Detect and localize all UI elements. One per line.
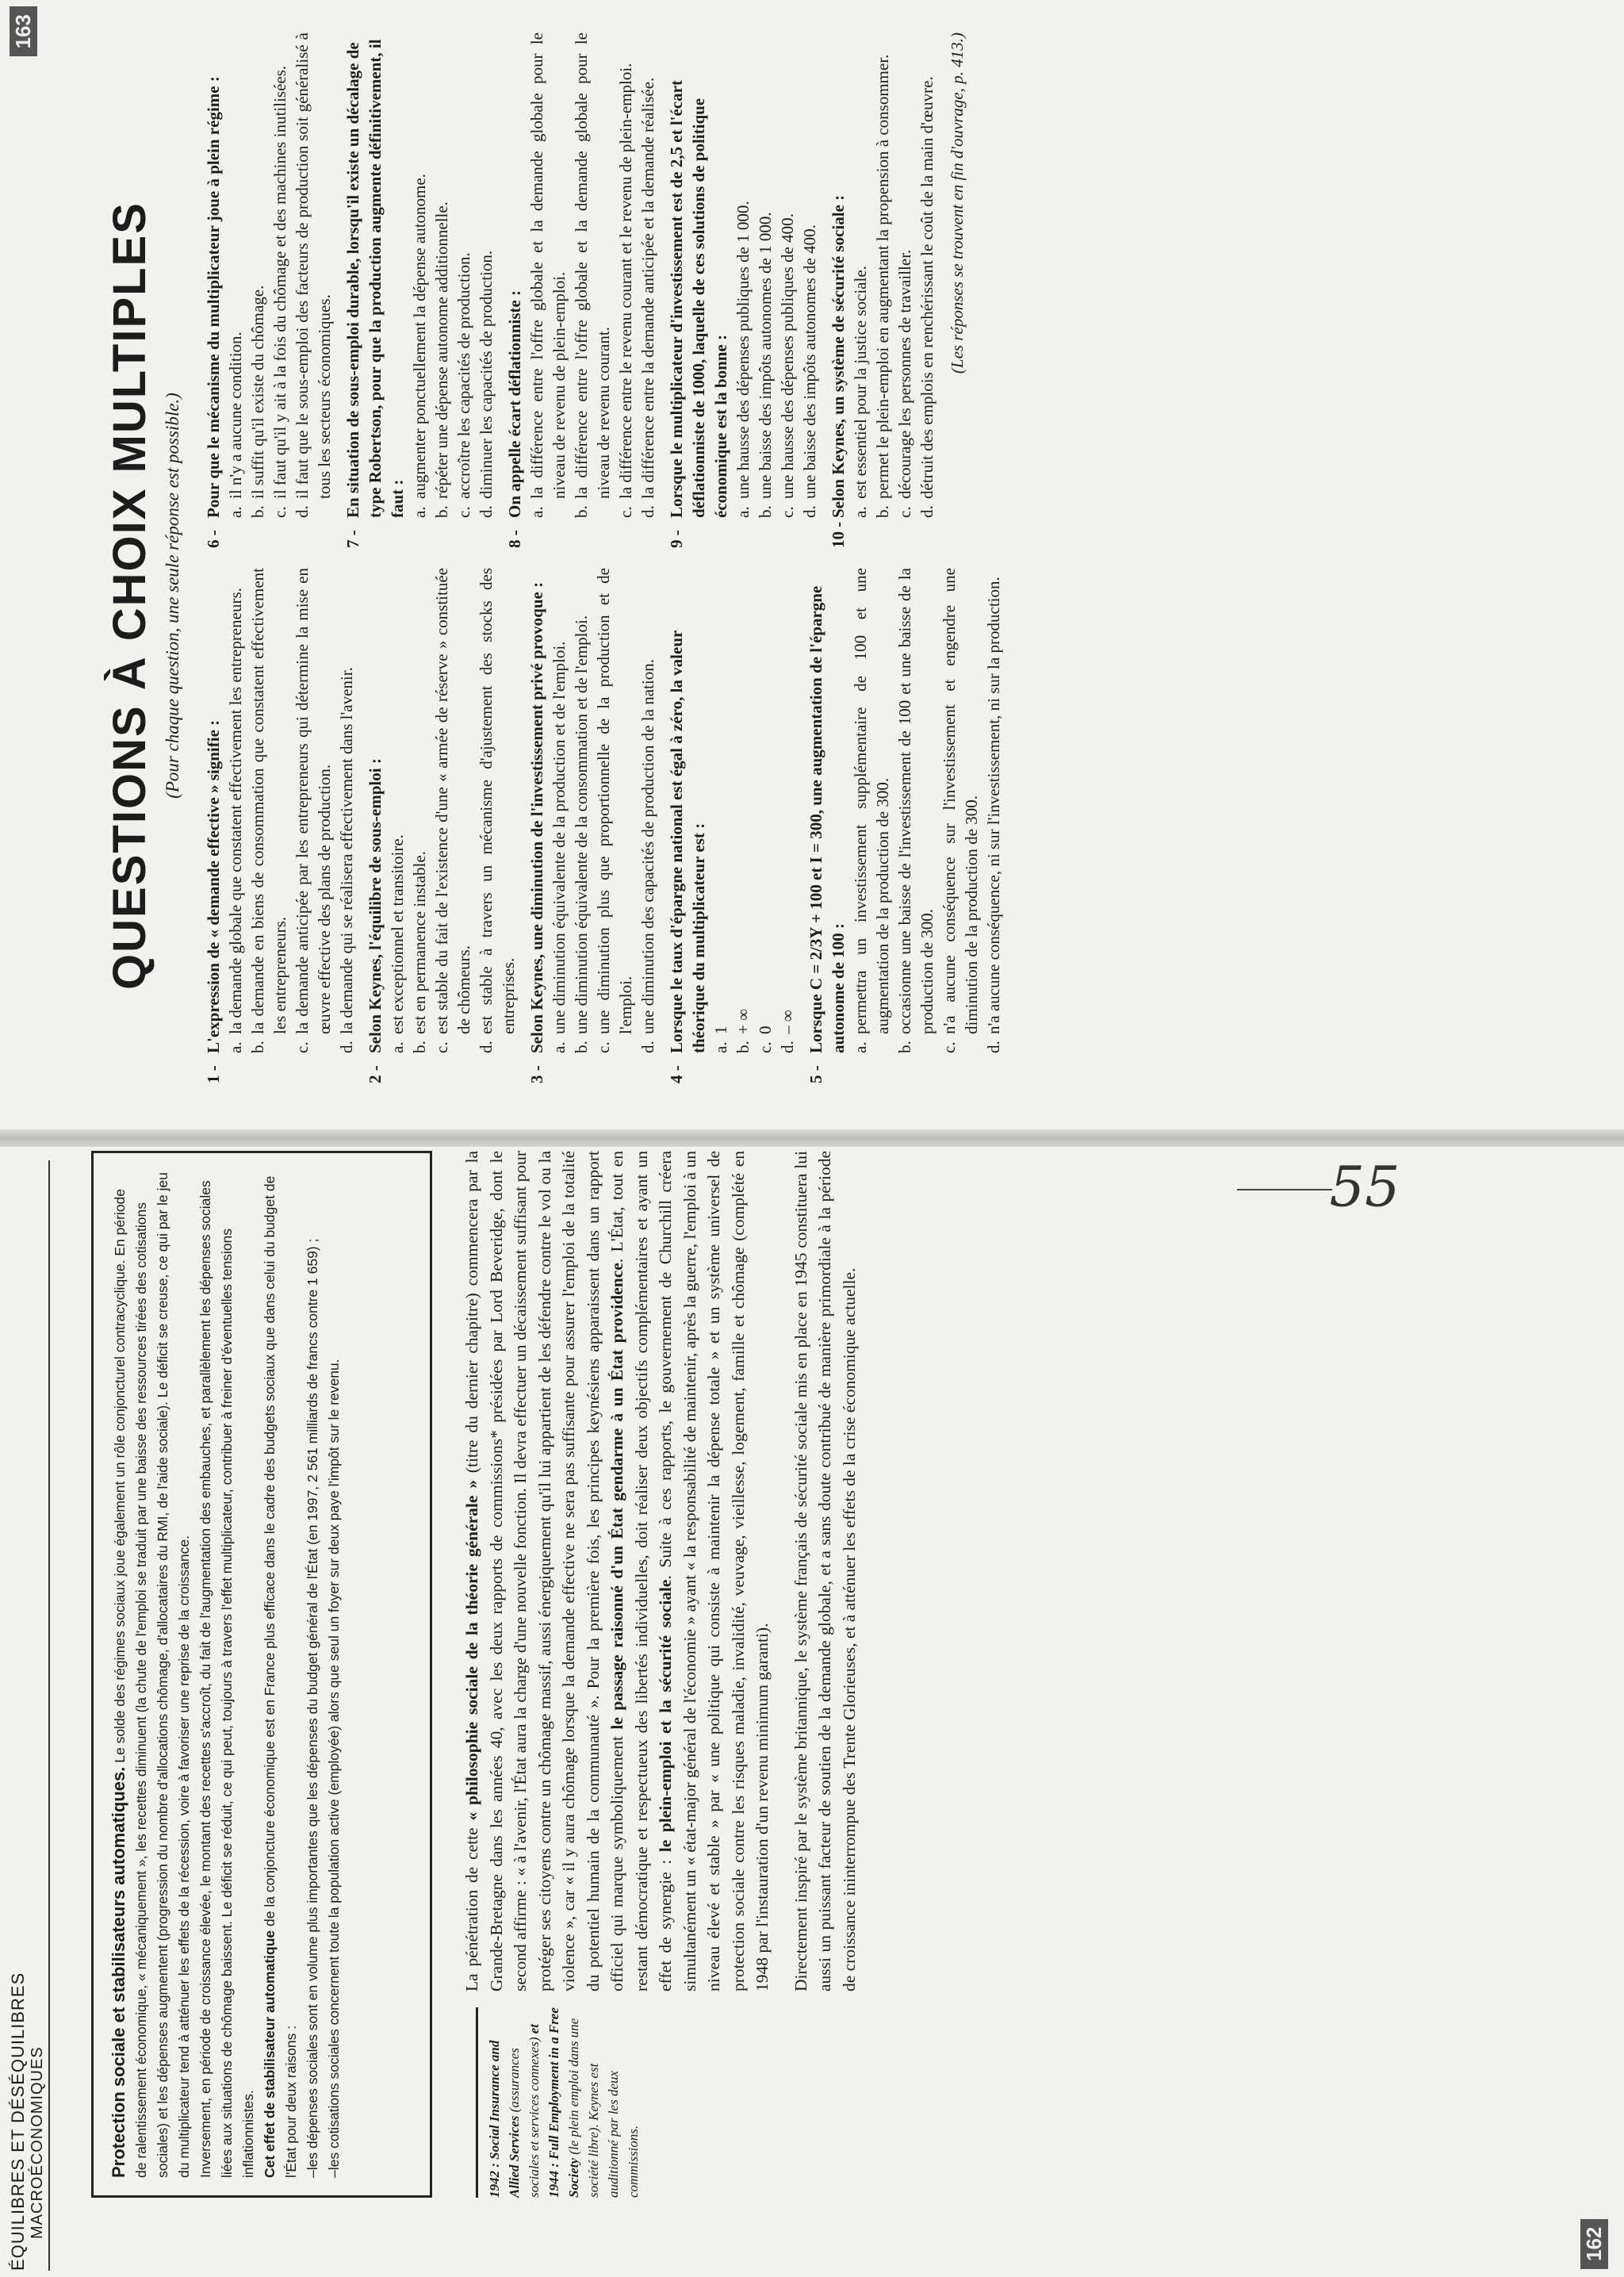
option-text: il n'y a aucune condition.	[226, 332, 245, 499]
option-text: est stable du fait de l'existence d'une « armée de réserve » constituée de chômeurs.	[432, 568, 473, 1034]
body-paragraph-2: Directement inspiré par le système britannique, le système français de sécurité sociale mis en place en 1945 constituera lui aussi un puissant facteur de soutien de la demande globale, et a sans doute contribué de manière primordiale à la période de croissance ininterrompue des Trente Glorieuses, et à atténuer les effets de la crise économique actuelle.	[791, 1151, 859, 1991]
body-bold-span: le passage raisonné d'un État gendarme à un État providence	[607, 1263, 626, 1730]
box-paragraph-5: –les cotisations sociales concernent toute la population active (employée) alors que seul un foyer sur deux paye l'impôt sur le revenu.	[326, 1359, 342, 2178]
option-letter: c.	[594, 1041, 613, 1053]
option-text: la différence entre l'offre globale et la demande globale pour le niveau de revenu de plein-emploi.	[527, 33, 569, 499]
option-letter: c.	[432, 1041, 451, 1053]
page-number-right: 163	[10, 6, 37, 56]
questions-column-2	[202, 33, 968, 548]
option-text: augmenter ponctuellement la dépense autonome.	[410, 174, 429, 499]
question-stem	[202, 33, 224, 548]
question-text: Selon Keynes, l'équilibre de sous-emploi :	[366, 758, 385, 1053]
option-letter: a.	[388, 1041, 407, 1053]
answer-option	[637, 568, 659, 1083]
option-letter: b.	[572, 1041, 591, 1053]
answer-option	[570, 33, 615, 548]
option-text: – ∞	[778, 1010, 797, 1034]
question-item	[827, 33, 938, 548]
question-number: 2 -	[366, 1065, 385, 1083]
option-letter: d.	[638, 505, 657, 518]
body-bold-span: le plein-emploi et la sécurité sociale	[656, 1579, 675, 1853]
answer-option	[849, 568, 894, 1083]
option-letter: d.	[477, 505, 496, 518]
option-text: la demande qui se réalisera effectivement dans l'avenir.	[337, 667, 356, 1034]
question-item	[805, 568, 1005, 1083]
question-item	[665, 568, 799, 1083]
answer-option	[754, 568, 776, 1083]
margin-note	[476, 2007, 643, 2198]
question-text: Lorsque le taux d'épargne national est égal à zéro, la valeur théorique du multiplicateur est :	[667, 631, 708, 1053]
sidebar-box	[91, 1151, 432, 2198]
option-letter: d.	[984, 1041, 1003, 1053]
option-letter: c.	[293, 1041, 312, 1053]
running-head-line1: ÉQUILIBRES ET DÉSÉQUILIBRES	[8, 1972, 28, 2271]
option-letter: a.	[851, 1041, 870, 1053]
option-letter: c.	[940, 1041, 959, 1053]
option-text: une diminution équivalente de la consommation et de l'emploi.	[572, 615, 591, 1034]
question-number: 5 -	[806, 1065, 825, 1083]
option-letter: c.	[616, 506, 635, 518]
answer-option	[408, 33, 431, 548]
answer-option	[776, 33, 799, 548]
page-number-left: 162	[1580, 2219, 1608, 2269]
question-stem	[202, 568, 224, 1083]
answer-option	[871, 33, 894, 548]
question-stem	[665, 33, 732, 548]
question-item	[526, 568, 659, 1083]
question-text: Lorsque le multiplicateur d'investissement est de 2,5 et l'écart déflationniste de 1000, laquelle de ces solutions de politique économique est la bonne :	[667, 80, 730, 518]
option-letter: b.	[733, 1041, 753, 1053]
question-number: 6 -	[204, 530, 223, 548]
option-letter: a.	[410, 506, 429, 518]
box-paragraph-3-bold: Cet effet de stabilisateur automatique	[262, 1930, 278, 2178]
question-number: 4 -	[667, 1065, 686, 1083]
answer-option	[799, 33, 821, 548]
question-stem	[827, 33, 849, 548]
option-text: 1	[711, 1025, 730, 1034]
page-subtitle: (Pour chaque question, une seule réponse est possible.)	[163, 393, 182, 799]
question-item	[665, 33, 821, 548]
answer-option	[849, 33, 871, 548]
answer-option	[732, 568, 754, 1083]
question-stem	[526, 568, 548, 1083]
option-letter: a.	[851, 506, 870, 518]
question-item	[342, 33, 497, 548]
box-paragraph-3: de la conjoncture économique est en France plus efficace dans le cadre des budgets sociaux que dans celui du budget de l'État pour deux raisons :	[262, 1175, 299, 2178]
answer-option	[291, 568, 335, 1083]
answer-option	[291, 33, 335, 548]
question-text: L'expression de « demande effective » signifie :	[204, 719, 223, 1053]
question-item	[504, 33, 659, 548]
page-title: QUESTIONS À CHOIX MULTIPLES	[104, 201, 155, 990]
question-number: 7 -	[343, 530, 362, 548]
question-stem	[805, 568, 849, 1083]
option-text: la demande en biens de consommation que constatent effectivement les entrepreneurs.	[248, 568, 289, 1034]
question-stem	[504, 33, 526, 548]
answer-option	[592, 568, 637, 1083]
option-text: une baisse des impôts autonomes de 400.	[800, 224, 819, 499]
option-letter: d.	[800, 505, 819, 518]
answer-option	[776, 568, 799, 1083]
option-letter: b.	[248, 505, 267, 518]
option-text: répéter une dépense autonome additionnelle.	[432, 201, 451, 499]
handwritten-page-note: 55	[1329, 1154, 1400, 1220]
option-letter: b.	[873, 505, 892, 518]
option-letter: d.	[778, 1041, 797, 1053]
option-letter: d.	[917, 505, 936, 518]
body-text-span: . Suite à ces rapports, le gouvernement de Churchill créera simultanément un « état-major général de l'économie » ayant « la responsabilité de maintenir, après la guerre, l'emploi à un niveau élevé et stable » par « une politique qui consiste à maintenir la dépense totale » et un système universel de protection sociale contre les risques maladie, invalidité, veuvage, vieillesse, logement, famille et chômage (complété en 1948 par l'instauration d'un revenu minimum garanti).	[656, 1150, 772, 1991]
question-number: 1 -	[204, 1065, 223, 1083]
answer-option	[637, 33, 659, 548]
question-text: Pour que le mécanisme du multiplicateur joue à plein régime :	[204, 76, 223, 518]
option-letter: b.	[756, 505, 775, 518]
answer-option	[916, 33, 938, 548]
question-number: 9 -	[667, 530, 686, 548]
answer-option	[431, 568, 475, 1083]
option-letter: a.	[711, 1041, 730, 1053]
option-letter: b.	[410, 1041, 429, 1053]
answer-option	[224, 568, 247, 1083]
answer-option	[894, 33, 916, 548]
margin-note-bold-2: et 1944 : Full Employment in a Free Society	[527, 2007, 581, 2198]
question-stem	[364, 568, 386, 1083]
option-text: la différence entre la demande anticipée et la demande réalisée.	[638, 77, 657, 499]
option-letter: c.	[778, 506, 797, 518]
option-letter: c.	[454, 506, 473, 518]
option-letter: a.	[733, 506, 753, 518]
answer-option	[615, 33, 637, 548]
option-text: la différence entre l'offre globale et la demande globale pour le niveau de revenu courant.	[572, 33, 613, 499]
option-text: n'a aucune conséquence, ni sur l'investissement, ni sur la production.	[984, 577, 1003, 1034]
question-text: Lorsque C = 2/3Y + 100 et I = 300, une augmentation de l'épargne autonome de 100 :	[806, 585, 848, 1053]
option-text: permet le plein-emploi en augmentant la propension à consommer.	[873, 54, 892, 499]
option-letter: c.	[895, 506, 914, 518]
answer-option	[894, 568, 938, 1083]
body-bold-span: « philosophie sociale de la théorie générale »	[462, 1480, 481, 1821]
question-text: Selon Keynes, une diminution de l'investissement privé provoque :	[527, 581, 546, 1053]
answer-option	[386, 568, 408, 1083]
question-stem	[342, 33, 408, 548]
option-text: accroître les capacités de production.	[454, 252, 473, 499]
option-text: est exceptionnel et transitoire.	[388, 834, 407, 1034]
option-text: la demande anticipée par les entrepreneurs qui détermine la mise en œuvre effective des plans de production.	[293, 568, 334, 1034]
body-text	[460, 1151, 875, 1991]
answer-option	[710, 568, 732, 1083]
option-text: permettra un investissement supplémentaire de 100 et une augmentation de la production de 300.	[851, 568, 892, 1034]
option-letter: b.	[572, 505, 591, 518]
option-text: 0	[756, 1025, 775, 1034]
answer-option	[570, 568, 592, 1083]
answer-option	[548, 568, 570, 1083]
box-paragraph-1: Le solde des régimes sociaux joue également un rôle conjoncturel contracyclique. En période de ralentissement économique, « mécaniquement », les recettes diminuent (la chute de l'emploi se traduit par une baisse des ressources tirées des cotisations sociales) et les dépenses augmentent (progression du nombre d'allocations chômage, d'allocataires du RMI, de l'aide sociale). Le déficit se creuse, ce qui par le jeu du multiplicateur tend à atténuer les effets de la récession, voire à favoriser une reprise de la croissance.	[112, 1172, 192, 2178]
answer-option	[453, 33, 475, 548]
option-text: est stable à travers un mécanisme d'ajustement des stocks des entreprises.	[477, 568, 518, 1034]
option-letter: c.	[270, 506, 289, 518]
left-page	[0, 1139, 1624, 2277]
answer-option	[938, 568, 982, 1083]
question-number: 3 -	[527, 1065, 546, 1083]
option-text: il faut qu'il y ait à la fois du chômage et des machines inutilisées.	[270, 65, 289, 499]
margin-note-bold-1: 1942 : Social Insurance and Allied Services	[487, 2040, 522, 2198]
running-head	[8, 1160, 50, 2271]
option-text: une baisse des impôts autonomes de 1 000.	[756, 212, 775, 499]
option-text: il faut que le sous-emploi des facteurs de production soit généralisé à tous les secteurs économiques.	[293, 33, 334, 499]
option-letter: d.	[337, 1041, 356, 1053]
answer-option	[475, 33, 497, 548]
answer-option	[247, 33, 269, 548]
answer-option	[982, 568, 1005, 1083]
box-paragraph-2: Inversement, en période de croissance élevée, le montant des recettes s'accroît, du fait de l'augmentation des embauches, et parallèlement les dépenses sociales liées aux situations de chômage baissent. Le déficit se réduit, ce qui peut, toujours à travers l'effet multiplicateur, contribuer à freiner d'éventuelles tensions inflationnistes.	[197, 1180, 256, 2178]
option-letter: b.	[432, 505, 451, 518]
answer-option	[335, 568, 358, 1083]
question-text: On appelle écart déflationniste :	[505, 290, 524, 518]
option-text: diminuer les capacités de production.	[477, 250, 496, 499]
question-text: En situation de sous-emploi durable, lorsqu'il existe un décalage de type Robertson, pour que la production augmente définitivement, il faut :	[343, 39, 407, 518]
option-letter: b.	[248, 1041, 267, 1053]
option-text: il suffit qu'il existe du chômage.	[248, 285, 267, 499]
answer-option	[431, 33, 453, 548]
answer-option	[732, 33, 754, 548]
option-text: occasionne une baisse de l'investissement de 100 et une baisse de la production de 300.	[895, 568, 936, 1034]
option-text: une hausse des dépenses publiques de 400.	[778, 213, 797, 499]
option-letter: a.	[527, 506, 546, 518]
question-item	[202, 568, 358, 1083]
answer-option	[224, 33, 247, 548]
option-text: est en permanence instable.	[410, 851, 429, 1034]
question-number: 8 -	[505, 530, 524, 548]
answer-option	[754, 33, 776, 548]
option-text: la différence entre le revenu courant et le revenu de plein-emploi.	[616, 63, 635, 499]
option-letter: a.	[226, 506, 245, 518]
question-item	[364, 568, 519, 1083]
margin-note-text-2: (le plein emploi dans une société libre). Keynes est auditionné par les deux commissions.	[566, 2018, 641, 2198]
option-text: une diminution plus que proportionnelle de la production et de l'emploi.	[594, 568, 635, 1034]
answer-option	[247, 568, 291, 1083]
questions-column-1	[202, 568, 1011, 1083]
body-paragraph-1	[460, 1151, 775, 1991]
pencil-mark	[1237, 1189, 1332, 1190]
answer-option	[475, 568, 519, 1083]
option-letter: d.	[477, 1041, 496, 1053]
question-stem	[665, 568, 710, 1083]
body-text-span: La pénétration de cette	[462, 1820, 481, 1991]
option-letter: d.	[293, 505, 312, 518]
option-letter: c.	[756, 1041, 775, 1053]
question-item	[202, 33, 335, 548]
margin-note-text-1: (assurances sociales et services connexes)	[507, 2034, 542, 2198]
question-text: Selon Keynes, un système de sécurité sociale :	[829, 194, 848, 518]
body-text-span: . L'État, tout en restant démocratique et respectueux des libertés individuelles, doit réaliser deux objectifs complémentaires et ayant un effet de synergie :	[607, 1150, 675, 1991]
option-text: une diminution équivalente de la production et de l'emploi.	[550, 641, 569, 1034]
option-letter: b.	[895, 1041, 914, 1053]
option-letter: a.	[226, 1041, 245, 1053]
box-paragraph-4: –les dépenses sociales sont en volume plus importantes que les dépenses du budget général de l'État (en 1997, 2 561 milliards de francs contre 1 659) ;	[304, 1238, 320, 2178]
option-text: une hausse des dépenses publiques de 1 000.	[733, 201, 753, 499]
option-text: la demande globale que constatent effectivement les entrepreneurs.	[226, 588, 245, 1034]
answers-note: (Les réponses se trouvent en fin d'ouvrage, p. 413.)	[948, 33, 967, 374]
option-text: une diminution des capacités de production de la nation.	[638, 659, 657, 1034]
option-text: décourage les personnes de travailler.	[895, 249, 914, 499]
option-text: détruit des emplois en renchérissant le coût de la main d'œuvre.	[917, 76, 936, 499]
question-number: 10 -	[829, 521, 848, 548]
option-text: est essentiel pour la justice sociale.	[851, 266, 870, 499]
option-text: n'a aucune conséquence sur l'investissement et engendre une diminution de la production de 300.	[940, 568, 981, 1034]
running-head-line2: MACROÉCONOMIQUES	[29, 2046, 46, 2239]
box-title: Protection sociale et stabilisateurs automatiques.	[109, 1766, 128, 2178]
option-letter: d.	[638, 1041, 657, 1053]
option-text: + ∞	[733, 1008, 753, 1034]
answer-option	[526, 33, 570, 548]
body-text-span: (titre du dernier chapitre) commencera par la Grande-Bretagne dans les années 40, avec les deux rapports de commissions* présidées par Lord Beveridge, dont le second affirme : « à l'avenir, l'État aura la charge d'une nouvelle fonction. Il devra effectuer un décaissement suffisant pour protéger ses citoyens contre un chômage massif, aussi énergiquement qu'il lui appartient de les défendre contre le vol ou la violence », car « il y aura chômage lorsque la demande effective ne sera pas suffisante pour assurer l'emploi de la totalité du potentiel humain de la communauté ». Pour la première fois, les principes keynésiens apparaissent dans un rapport officiel qui marque symboliquement	[462, 1151, 626, 1991]
option-letter: a.	[550, 1041, 569, 1053]
answer-option	[408, 568, 431, 1083]
answer-option	[269, 33, 291, 548]
